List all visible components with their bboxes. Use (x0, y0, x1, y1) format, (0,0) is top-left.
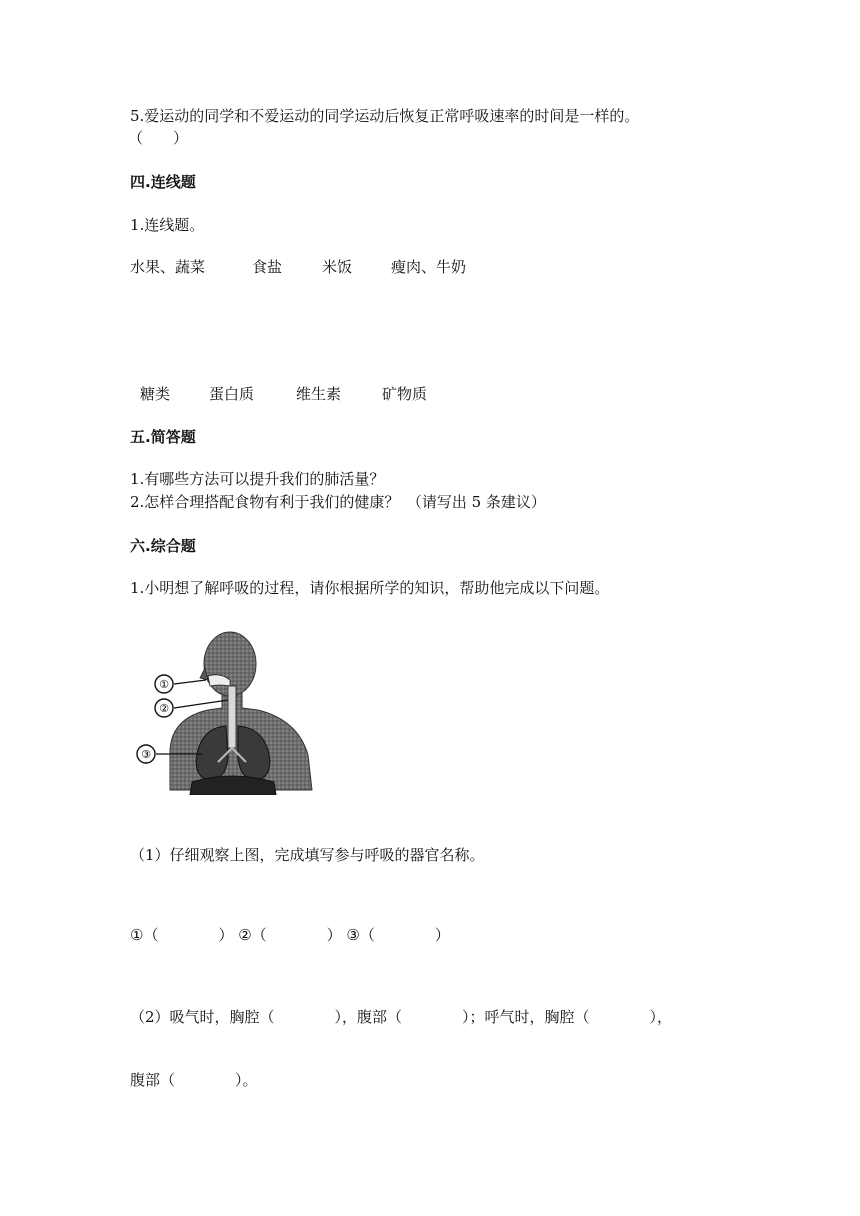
match-top-item: 瘦肉、牛奶 (391, 258, 467, 276)
sub-question-2-line-1: （2）吸气时，胸腔（ ），腹部（ ）；呼气时，胸腔（ ）， (130, 1008, 673, 1026)
figure-label: ① (159, 678, 169, 691)
respiratory-system-figure (130, 630, 330, 795)
question-5-text: 5.爱运动的同学和不爱运动的同学运动后恢复正常呼吸速率的时间是一样的。 (130, 107, 640, 125)
sub-question-1: （1）仔细观察上图，完成填写参与呼吸的器官名称。 (130, 846, 485, 864)
match-top-item: 米饭 (322, 258, 353, 276)
section-5-heading: 五.简答题 (130, 428, 196, 446)
section-5-question-2: 2.怎样合理搭配食物有利于我们的健康？ （请写出 5 条建议） (130, 493, 546, 511)
match-bottom-item: 矿物质 (382, 385, 428, 403)
sub-question-1-blanks: ①（ ） ②（ ） ③（ ） (130, 926, 450, 944)
match-bottom-item: 维生素 (296, 385, 342, 403)
question-5-answer-paren: （ ） (128, 129, 189, 147)
section-5-question-1: 1.有哪些方法可以提升我们的肺活量？ (130, 470, 385, 488)
figure-label: ③ (141, 748, 151, 761)
match-bottom-item: 糖类 (140, 385, 171, 403)
sub-question-2-line-2: 腹部（ ）。 (130, 1071, 258, 1089)
figure-label: ② (159, 702, 169, 715)
match-top-item: 水果、蔬菜 (130, 258, 206, 276)
section-4-heading: 四.连线题 (130, 173, 196, 191)
section-4-question-1: 1.连线题。 (130, 216, 205, 234)
match-bottom-item: 蛋白质 (209, 385, 255, 403)
section-6-question-1: 1.小明想了解呼吸的过程，请你根据所学的知识，帮助他完成以下问题。 (130, 579, 610, 597)
match-top-item: 食盐 (252, 258, 283, 276)
section-6-heading: 六.综合题 (130, 537, 196, 555)
